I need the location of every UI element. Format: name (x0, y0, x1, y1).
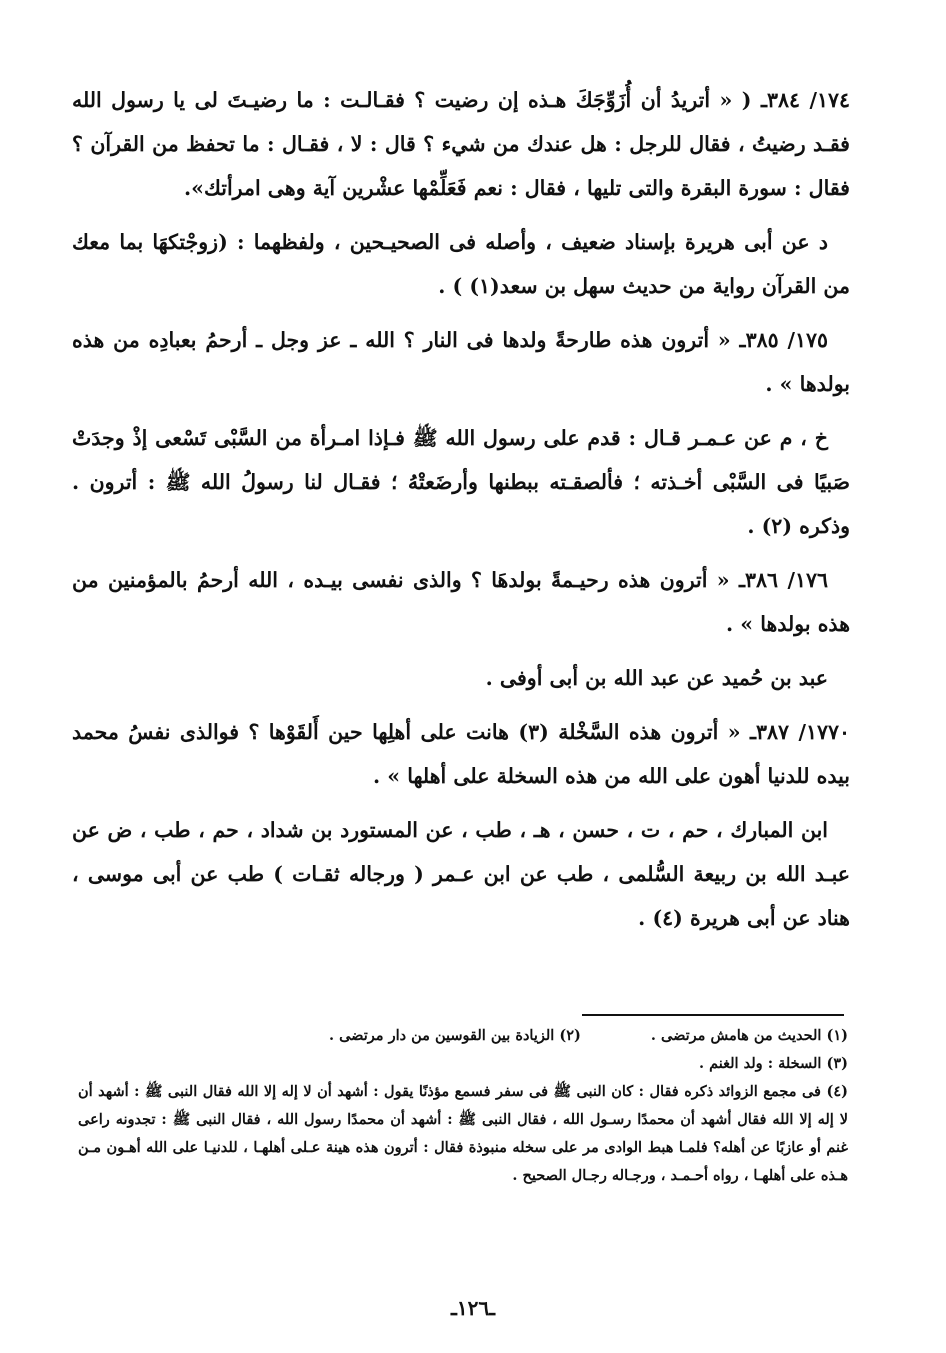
footnote-4: (٤) فى مجمع الزوائد ذكره فقال : كان النبى ﷺ فى سفر فسمع مؤذنًا يقول : أشهد أن لا إله إلا الله فقال النبى ﷺ : أشهد أن لا إله إلا الله فقال أشهد أن محمدًا رسـول الله ، فقال النبى ﷺ : أشهد أن محمدًا رسول الله ، فقال النبى ﷺ : تجدونه راعى غنم أو عازبًا عن أهله؟ فلمـا هبط الوادى مر على سخله منبوذة فقال : أترون هذه هينة عـلى أهلهـا ، للدنيـا على الله أهـون مـن هـذه على أهلهـا ، رواه أحـمـد ، ورجـاله رجـال الصحيح . (78, 1083, 848, 1184)
footnote-row (78, 1022, 848, 1050)
footnote-divider (582, 1014, 844, 1016)
source-175: خ ، م عن عـمـر قـال : قدم على رسول الله ﷺ فـإذا امـرأة من السَّبْى تَسْعى إذْ وجدَتْ صَبيًا فى السَّبْى أخـذته ؛ فألصقـته ببطنها وأرضَعتْهُ ؛ فقـال لنا رسولُ الله ﷺ : أترون . وذكره (٢) . (72, 426, 850, 538)
main-text (72, 78, 850, 950)
hadith-176: ١٧٦/ ٣٨٦ـ « أترون هذه رحيـمةً بولدهَا ؟ والذى نفسى بيـده ، الله أرحمُ بالمؤمنين من هذه بولدها » . (72, 568, 850, 636)
hadith-175: ١٧٥/ ٣٨٥ـ « أترون هذه طارحةً ولدها فى النار ؟ الله ـ عز وجل ـ أرحمُ بعبادِه من هذه بولدها » . (72, 328, 850, 396)
hadith-174: ١٧٤/ ٣٨٤ـ ( « أتريدُ أن أُزَوِّجَكَ هـذه إن رضيت ؟ فقـالـت : ما رضيـتَ لى يا رسول الله فقـد رضيتُ ، فقال للرجل : هل عندك من شيء ؟ قال : لا ، فقـال : ما تحفظ من القرآن ؟ فقال : سورة البقرة والتى تليها ، فقال : نعم فَعَلِّمْها عشْرين آية وهى امرأتك». (72, 88, 850, 200)
footnote-2: (٢) الزيادة بين القوسين من دار مرتضى . (328, 1027, 581, 1044)
footnote-3: (٣) السخلة : ولد الغنم . (699, 1055, 848, 1072)
source-177: ابن المبارك ، حم ، ت ، حسن ، هـ ، طب ، عن المستورد بن شداد ، حم ، طب ، ض عن عبـد الله بن ربيعة السُّلمى ، طب عن ابن عـمر ( ورجاله ثقـات ) طب عن أبى موسى ، هناد عن أبى هريرة (٤) . (72, 818, 850, 930)
source-174: د عن أبى هريرة بإسناد ضعيف ، وأصله فى الصحيـحين ، ولفظهما : (زوجْتكهَا بما معك من القرآن رواية من حديث سهل بن سعد(١) ) . (72, 230, 850, 298)
page-number: ـ١٢٦ـ (451, 1296, 495, 1320)
footnotes (78, 1022, 848, 1190)
footnote-1: (١) الحديث من هامش مرتضى . (650, 1027, 848, 1044)
hadith-177: ١٧٧٠/ ٣٨٧ـ « أترون هذه السَّخْلة (٣) هانت على أهلِها حين أَلقَوْها ؟ فوالذى نفسُ محمد بيده للدنيا أهون على الله من هذه السخلة على أهلها » . (72, 720, 850, 788)
source-176: عبد بن حُميد عن عبد الله بن أبى أوفى . (485, 666, 828, 690)
